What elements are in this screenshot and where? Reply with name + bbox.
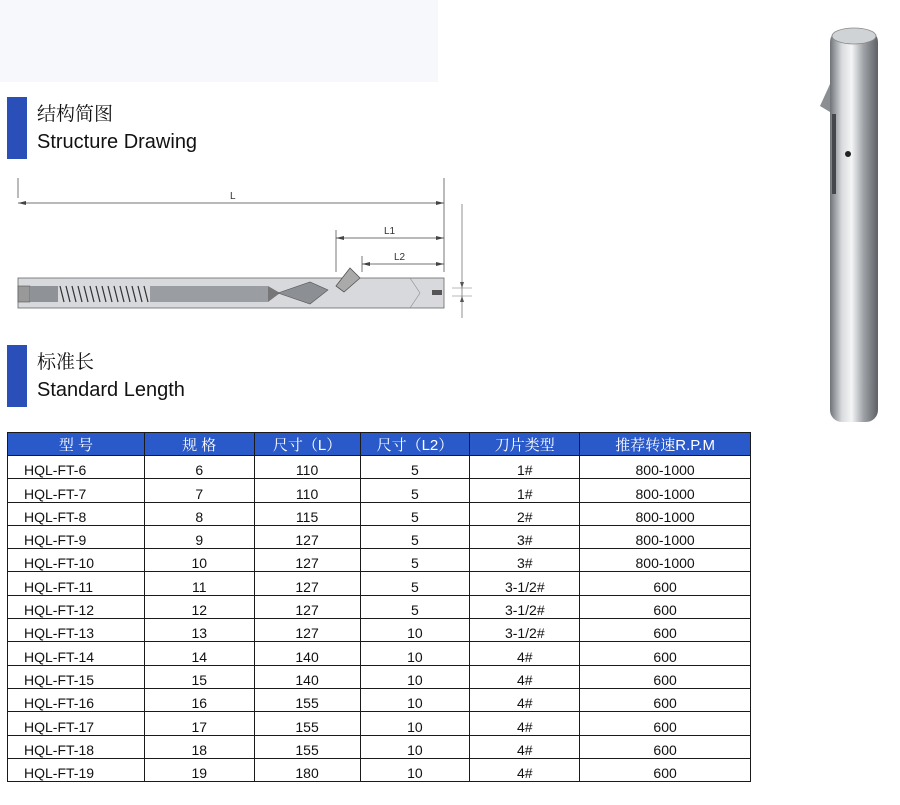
table-cell: 11 xyxy=(144,572,254,595)
table-cell: 180 xyxy=(254,758,360,781)
table-row xyxy=(8,525,751,548)
column-header: 尺寸（L2） xyxy=(360,433,470,456)
section-accent-bar xyxy=(7,97,27,159)
table-cell: 5 xyxy=(360,479,470,502)
table-cell: 1# xyxy=(470,479,580,502)
table-cell: 155 xyxy=(254,688,360,711)
table-cell: 5 xyxy=(360,502,470,525)
product-photo-rod xyxy=(818,22,888,427)
table-cell: HQL-FT-11 xyxy=(8,572,145,595)
table-cell: 5 xyxy=(360,595,470,618)
table-cell: 127 xyxy=(254,572,360,595)
standard-title-en: Standard Length xyxy=(37,379,185,401)
table-cell: 4# xyxy=(470,735,580,758)
structure-title-en: Structure Drawing xyxy=(37,131,198,153)
table-cell: 127 xyxy=(254,549,360,572)
table-cell: 10 xyxy=(360,619,470,642)
table-cell: 140 xyxy=(254,642,360,665)
table-cell: HQL-FT-7 xyxy=(8,479,145,502)
table-row xyxy=(8,479,751,502)
table-cell: 127 xyxy=(254,525,360,548)
table-cell: 800-1000 xyxy=(580,479,751,502)
table-cell: HQL-FT-8 xyxy=(8,502,145,525)
table-cell: 800-1000 xyxy=(580,549,751,572)
table-cell: 4# xyxy=(470,688,580,711)
table-cell: 155 xyxy=(254,712,360,735)
table-header-row xyxy=(8,433,751,456)
table-cell: 800-1000 xyxy=(580,502,751,525)
table-row xyxy=(8,735,751,758)
table-cell: 600 xyxy=(580,642,751,665)
header-band xyxy=(0,0,438,82)
table-cell: 3# xyxy=(470,525,580,548)
table-cell: 3-1/2# xyxy=(470,572,580,595)
table-cell: 4# xyxy=(470,642,580,665)
spec-table xyxy=(7,432,751,782)
table-cell: 10 xyxy=(360,758,470,781)
table-cell: 17 xyxy=(144,712,254,735)
standard-title-zh: 标准长 xyxy=(37,352,95,373)
table-cell: HQL-FT-16 xyxy=(8,688,145,711)
table-row xyxy=(8,549,751,572)
table-cell: 8 xyxy=(144,502,254,525)
table-cell: 110 xyxy=(254,479,360,502)
table-cell: 600 xyxy=(580,595,751,618)
table-cell: HQL-FT-13 xyxy=(8,619,145,642)
column-header: 尺寸（L） xyxy=(254,433,360,456)
table-cell: HQL-FT-15 xyxy=(8,665,145,688)
dimension-l1-label: L1 xyxy=(384,226,396,237)
table-cell: 600 xyxy=(580,688,751,711)
table-cell: 12 xyxy=(144,595,254,618)
table-cell: HQL-FT-10 xyxy=(8,549,145,572)
column-header: 规 格 xyxy=(144,433,254,456)
table-row xyxy=(8,502,751,525)
table-cell: 600 xyxy=(580,619,751,642)
table-row xyxy=(8,665,751,688)
table-cell: 18 xyxy=(144,735,254,758)
column-header: 型 号 xyxy=(8,433,145,456)
table-cell: 9 xyxy=(144,525,254,548)
table-cell: 5 xyxy=(360,572,470,595)
table-row xyxy=(8,688,751,711)
table-cell: HQL-FT-14 xyxy=(8,642,145,665)
table-cell: 15 xyxy=(144,665,254,688)
table-cell: 3-1/2# xyxy=(470,595,580,618)
table-cell: 16 xyxy=(144,688,254,711)
table-cell: 600 xyxy=(580,712,751,735)
table-row xyxy=(8,595,751,618)
table-cell: 10 xyxy=(360,688,470,711)
table-cell: 155 xyxy=(254,735,360,758)
table-cell: 13 xyxy=(144,619,254,642)
table-cell: HQL-FT-6 xyxy=(8,456,145,479)
table-cell: 10 xyxy=(144,549,254,572)
table-cell: 1# xyxy=(470,456,580,479)
table-cell: 127 xyxy=(254,595,360,618)
table-cell: 3# xyxy=(470,549,580,572)
table-cell: HQL-FT-12 xyxy=(8,595,145,618)
table-cell: 4# xyxy=(470,665,580,688)
structure-title-zh: 结构简图 xyxy=(37,104,114,125)
table-cell: 10 xyxy=(360,735,470,758)
table-cell: 19 xyxy=(144,758,254,781)
table-row xyxy=(8,642,751,665)
table-cell: 2# xyxy=(470,502,580,525)
table-cell: 115 xyxy=(254,502,360,525)
table-row xyxy=(8,456,751,479)
table-cell: 800-1000 xyxy=(580,456,751,479)
table-row xyxy=(8,572,751,595)
table-cell: 6 xyxy=(144,456,254,479)
table-row xyxy=(8,619,751,642)
dimension-l2-label: L2 xyxy=(394,252,406,263)
table-cell: 127 xyxy=(254,619,360,642)
dimension-l-label: L xyxy=(230,191,236,202)
table-cell: 7 xyxy=(144,479,254,502)
table-cell: 600 xyxy=(580,572,751,595)
table-cell: 600 xyxy=(580,665,751,688)
table-cell: 600 xyxy=(580,758,751,781)
table-cell: 600 xyxy=(580,735,751,758)
table-cell: 140 xyxy=(254,665,360,688)
structure-drawing xyxy=(10,172,480,322)
table-row xyxy=(8,712,751,735)
column-header: 推荐转速R.P.M xyxy=(580,433,751,456)
section-accent-bar xyxy=(7,345,27,407)
table-cell: HQL-FT-19 xyxy=(8,758,145,781)
table-cell: 5 xyxy=(360,525,470,548)
table-cell: 3-1/2# xyxy=(470,619,580,642)
table-row xyxy=(8,758,751,781)
table-cell: 110 xyxy=(254,456,360,479)
table-cell: 800-1000 xyxy=(580,525,751,548)
table-cell: HQL-FT-9 xyxy=(8,525,145,548)
table-cell: 10 xyxy=(360,712,470,735)
table-cell: HQL-FT-17 xyxy=(8,712,145,735)
table-cell: 4# xyxy=(470,758,580,781)
column-header: 刀片类型 xyxy=(470,433,580,456)
table-cell: 5 xyxy=(360,456,470,479)
table-cell: 4# xyxy=(470,712,580,735)
table-cell: 14 xyxy=(144,642,254,665)
table-cell: 10 xyxy=(360,642,470,665)
table-cell: 10 xyxy=(360,665,470,688)
table-cell: HQL-FT-18 xyxy=(8,735,145,758)
table-cell: 5 xyxy=(360,549,470,572)
